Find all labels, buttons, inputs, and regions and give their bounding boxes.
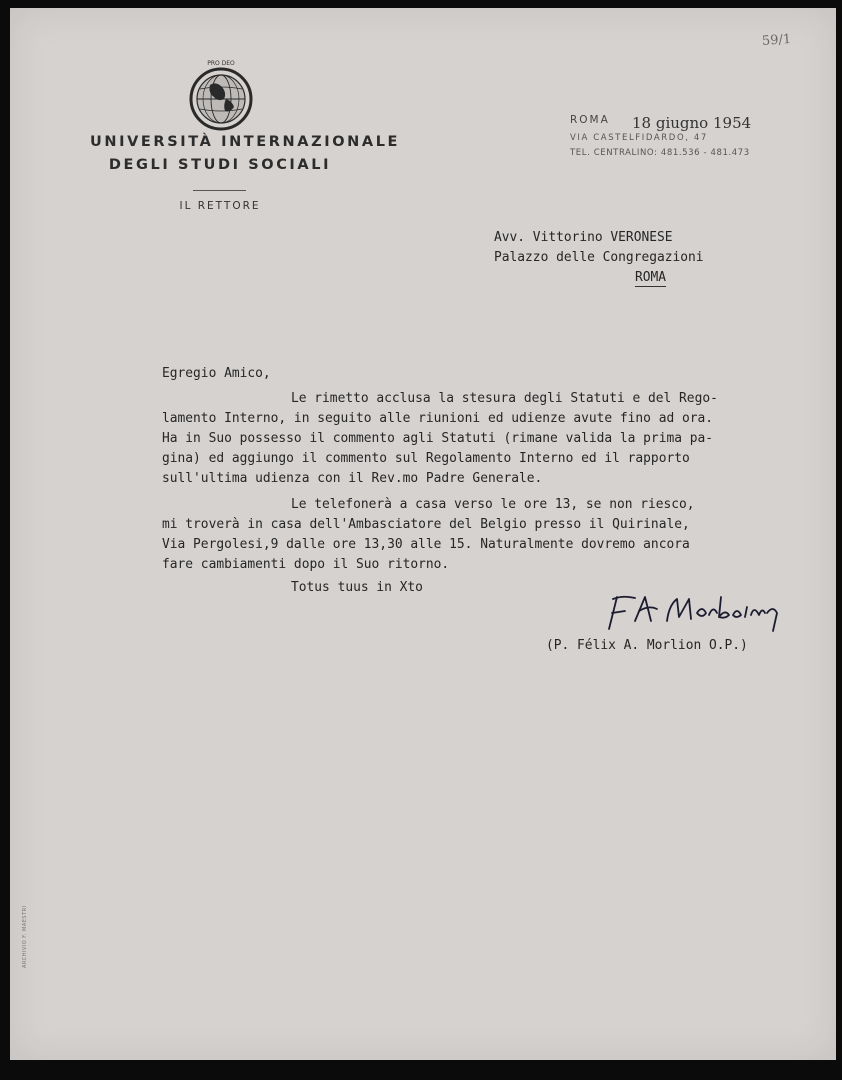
printer-mark: ARCHIVIO F. MAESTRI — [22, 905, 28, 968]
recipient-name: Avv. Vittorino VERONESE — [494, 230, 673, 245]
body-line: mi troverà in casa dell'Ambasciatore del Belgio presso il Quirinale, — [162, 517, 690, 532]
body-line: sull'ultima udienza con il Rev.mo Padre Generale. — [162, 471, 543, 486]
recipient-address: Palazzo delle Congregazioni — [494, 250, 704, 265]
closing: Totus tuus in Xto — [291, 580, 423, 595]
letterhead-telephone: TEL. CENTRALINO: 481.536 - 481.473 — [570, 148, 750, 158]
letterhead-address: VIA CASTELFIDARDO, 47 — [570, 133, 708, 143]
body-line: gina) ed aggiungo il commento sul Regolamento Interno ed il rapporto — [162, 451, 690, 466]
body-line: Ha in Suo possesso il commento agli Statuti (rimane valida la prima pa- — [162, 431, 714, 446]
recipient-city: ROMA — [635, 270, 667, 285]
institution-name-line1: UNIVERSITÀ INTERNAZIONALE — [90, 134, 401, 150]
letter-date: 18 giugno 1954 — [632, 114, 752, 132]
emblem-motto: PRO DEO — [207, 60, 235, 67]
salutation: Egregio Amico, — [162, 366, 271, 381]
office-title: IL RETTORE — [179, 200, 261, 212]
globe-emblem-icon — [186, 55, 256, 133]
body-line: lamento Interno, in seguito alle riunioni ed udienze avute fino ad ora. — [162, 411, 714, 426]
letterhead-divider — [193, 190, 246, 191]
letter-sheet — [10, 8, 836, 1060]
page-mark: 59/1 — [761, 31, 792, 50]
handwritten-signature — [605, 591, 785, 637]
body-line: Via Pergolesi,9 dalle ore 13,30 alle 15. Naturalmente dovremo ancora — [162, 537, 690, 552]
institution-name-line2: DEGLI STUDI SOCIALI — [108, 157, 332, 173]
body-line: Le rimetto acclusa la stesura degli Statuti e del Rego- — [291, 391, 718, 406]
body-line: fare cambiamenti dopo il Suo ritorno. — [162, 557, 450, 572]
letterhead-city: ROMA — [570, 114, 610, 126]
signature-typed-name: (P. Félix A. Morlion O.P.) — [546, 638, 748, 653]
body-line: Le telefonerà a casa verso le ore 13, se non riesco, — [291, 497, 695, 512]
